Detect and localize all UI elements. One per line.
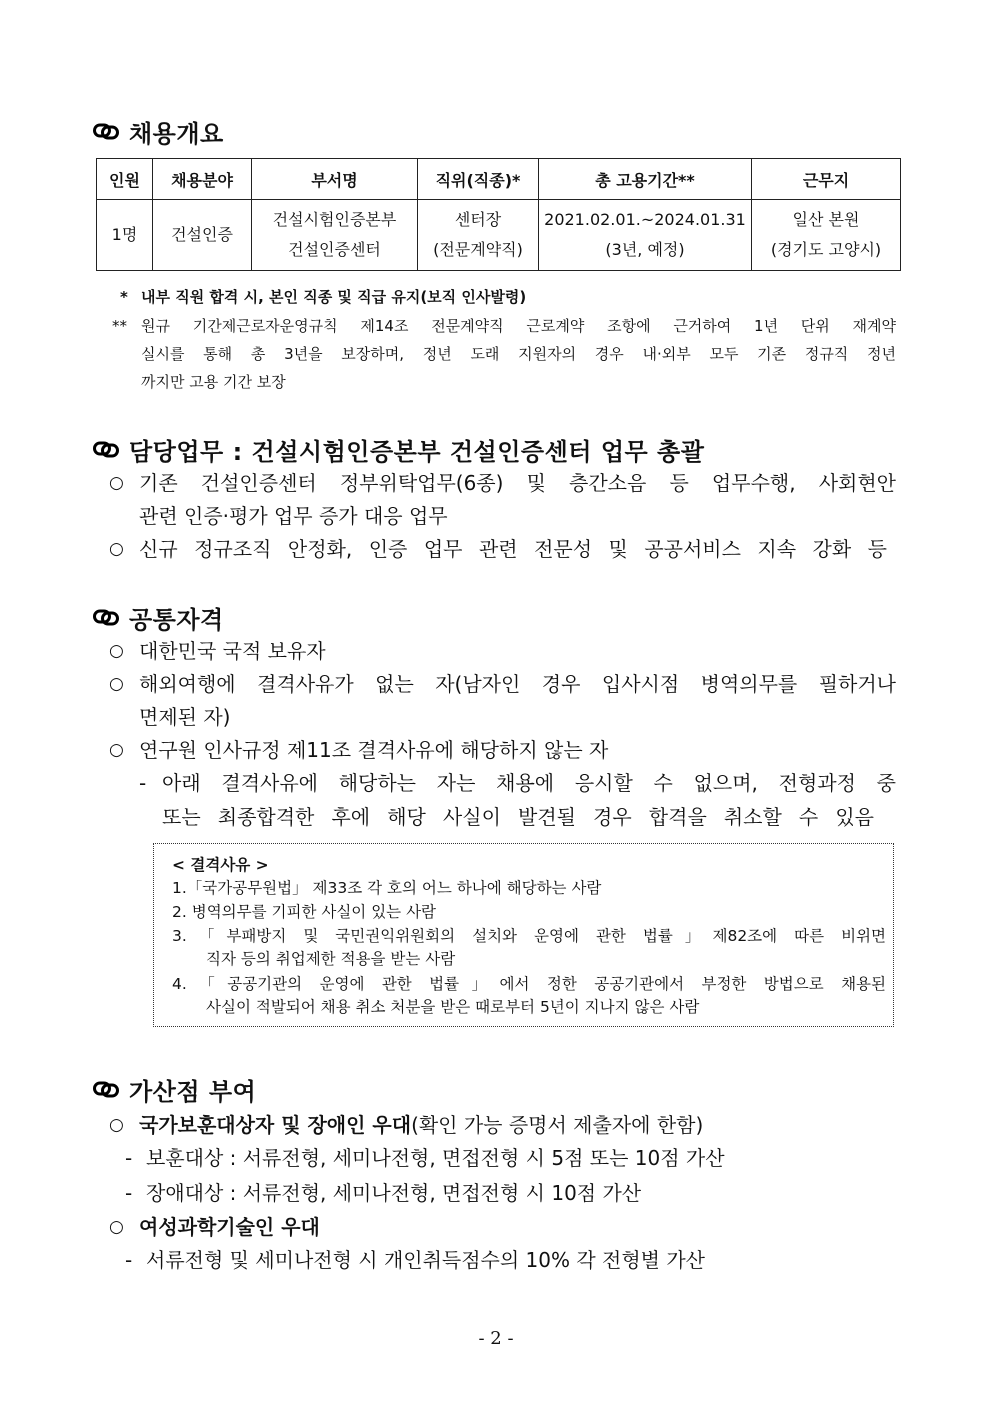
circle-bullet: ○ — [109, 674, 124, 694]
table-header-row — [97, 159, 901, 200]
circle-bullet: ○ — [109, 641, 124, 661]
position-line-1: 센터장 — [454, 210, 502, 229]
chain-link-icon — [93, 123, 119, 140]
note-2-line-3: 까지만 고용 기간 보장 — [141, 373, 286, 391]
section-title: 가산점 부여 — [129, 1078, 257, 1106]
chain-link-icon — [93, 609, 119, 626]
section-title: 담당업무 : 건설시험인증본부 건설인증센터 업무 총괄 — [129, 438, 705, 466]
dash-bullet: - — [125, 1146, 133, 1170]
cell-department — [252, 200, 418, 271]
page-number: - 2 - — [478, 1328, 514, 1349]
dash-bullet: - — [125, 1248, 133, 1272]
qualification-3-sub-line-1: 아래 결격사유에 해당하는 자는 채용에 응시할 수 없으며, 전형과정 중 — [162, 771, 896, 795]
circle-bullet: ○ — [109, 1217, 124, 1237]
header-count: 인원 — [97, 159, 153, 200]
note-2-line-1: 원규 기간제근로자운영규칙 제14조 전문계약직 근로계약 조항에 근거하여 1년 단위 재계약 — [141, 317, 896, 335]
header-period: 총 고용기간** — [539, 159, 752, 200]
section-heading-duties — [93, 432, 704, 467]
cell-field: 건설인증 — [153, 200, 252, 271]
header-position: 직위(직종)* — [418, 159, 539, 200]
dash-bullet: - — [125, 1181, 133, 1205]
dept-line-1: 건설시험인증본부 — [272, 210, 397, 229]
bonus-2-sub-1: 서류전형 및 세미나전형 시 개인취득점수의 10% 각 전형별 가산 — [146, 1248, 705, 1272]
box-item-2: 2. 병역의무를 기피한 사실이 있는 사람 — [172, 903, 437, 921]
box-item-1: 1.「국가공무원법」 제33조 각 호의 어느 하나에 해당하는 사람 — [172, 879, 602, 897]
disqualification-box — [153, 843, 894, 1027]
box-item-3-line-1: 3.「부패방지 및 국민권익위원회의 설치와 운영에 관한 법률」제82조에 따른 비위면 — [172, 927, 886, 945]
box-item-4-line-2: 사실이 적발되어 채용 취소 처분을 받은 때로부터 5년이 지나지 않은 사람 — [206, 998, 700, 1016]
duty-1-line-1: 기존 건설인증센터 정부위탁업무(6종) 및 층간소음 등 업무수행, 사회현안 — [139, 471, 896, 495]
location-line-1: 일산 본원 — [792, 210, 860, 229]
duty-2: 신규 정규조직 안정화, 인증 업무 관련 전문성 및 공공서비스 지속 강화 등 — [139, 537, 887, 561]
bonus-1 — [139, 1109, 703, 1142]
note-1: 내부 직원 합격 시, 본인 직종 및 직급 유지(보직 인사발령) — [141, 288, 527, 306]
qualification-2-line-2: 면제된 자) — [139, 705, 231, 729]
section-title: 공통자격 — [129, 606, 224, 634]
box-item-3-line-2: 직자 등의 취업제한 적용을 받는 사람 — [206, 950, 456, 968]
period-line-2: (3년, 예정) — [605, 240, 685, 259]
section-heading-bonus-points — [93, 1072, 256, 1107]
box-title: < 결격사유 > — [172, 856, 269, 874]
bonus-1-rest: (확인 가능 증명서 제출자에 한함) — [411, 1113, 704, 1137]
location-line-2: (경기도 고양시) — [770, 240, 882, 259]
cell-count: 1명 — [97, 200, 153, 271]
note-2-line-2: 실시를 통해 총 3년을 보장하며, 정년 도래 지원자의 경우 내·외부 모두 기존 정규직 정년 — [141, 345, 896, 363]
bonus-1-sub-2: 장애대상 : 서류전형, 세미나전형, 면접전형 시 10점 가산 — [146, 1181, 642, 1205]
chain-link-icon — [93, 441, 119, 458]
duty-1-line-2: 관련 인증·평가 업무 증가 대응 업무 — [139, 504, 448, 528]
dash-bullet: - — [139, 771, 147, 795]
section-title: 채용개요 — [129, 120, 224, 148]
period-line-1: 2021.02.01.~2024.01.31 — [544, 210, 746, 229]
chain-link-icon — [93, 1081, 119, 1098]
table-row — [97, 200, 901, 271]
box-item-4-line-1: 4.「공공기관의 운영에 관한 법률」에서 정한 공공기관에서 부정한 방법으로 채용된 — [172, 975, 886, 993]
dept-line-2: 건설인증센터 — [288, 240, 381, 259]
header-location: 근무지 — [752, 159, 901, 200]
section-heading-qualifications — [93, 600, 224, 635]
circle-bullet: ○ — [109, 1115, 124, 1135]
note-1-mark: * — [120, 288, 128, 306]
recruitment-overview-table — [96, 158, 901, 271]
bonus-1-bold: 국가보훈대상자 및 장애인 우대 — [139, 1113, 412, 1137]
note-2-mark: ** — [112, 317, 127, 335]
circle-bullet: ○ — [109, 740, 124, 760]
header-field: 채용분야 — [153, 159, 252, 200]
qualification-3: 연구원 인사규정 제11조 결격사유에 해당하지 않는 자 — [139, 738, 609, 762]
qualification-2-line-1: 해외여행에 결격사유가 없는 자(남자인 경우 입사시점 병역의무를 필하거나 — [139, 672, 896, 696]
bonus-2-bold: 여성과학기술인 우대 — [139, 1215, 320, 1239]
cell-position — [418, 200, 539, 271]
circle-bullet: ○ — [109, 539, 124, 559]
cell-period — [539, 200, 752, 271]
circle-bullet: ○ — [109, 473, 124, 493]
qualification-1: 대한민국 국적 보유자 — [139, 639, 326, 663]
header-department: 부서명 — [252, 159, 418, 200]
cell-location — [752, 200, 901, 271]
section-heading-overview — [93, 114, 224, 149]
bonus-1-sub-1: 보훈대상 : 서류전형, 세미나전형, 면접전형 시 5점 또는 10점 가산 — [146, 1146, 725, 1170]
position-line-2: (전문계약직) — [433, 240, 523, 259]
qualification-3-sub-line-2: 또는 최종합격한 후에 해당 사실이 발견될 경우 합격을 취소할 수 있음 — [162, 805, 874, 829]
